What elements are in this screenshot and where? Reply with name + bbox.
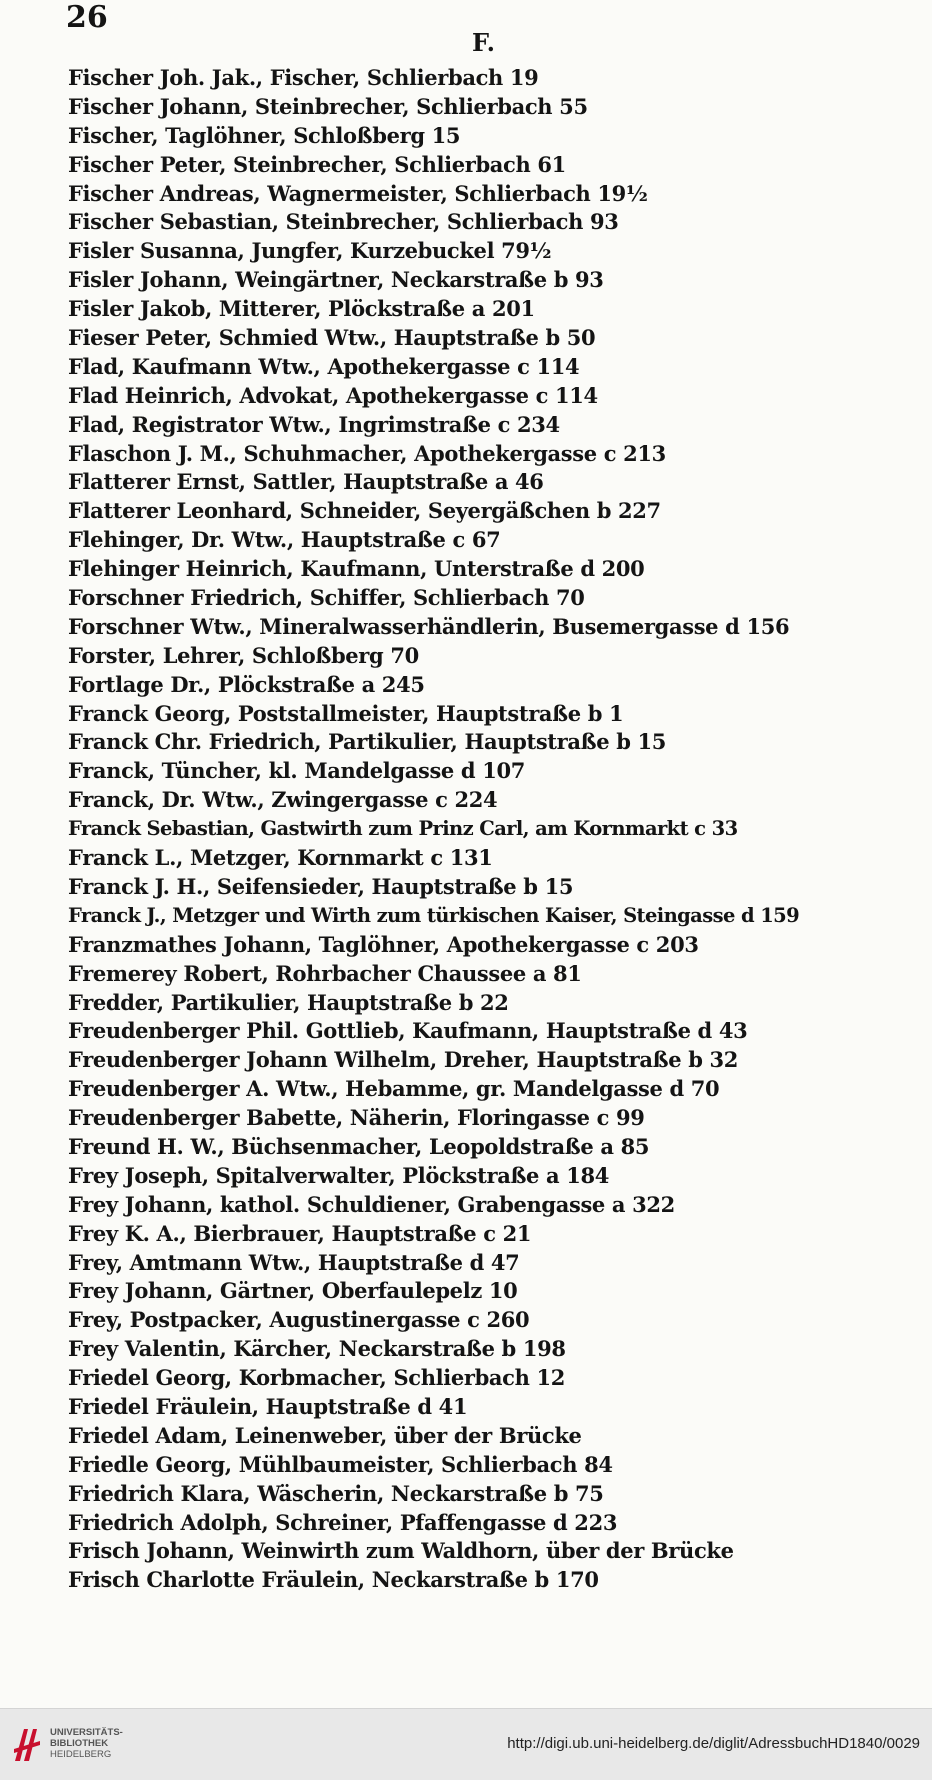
- directory-entry: Fisler Jakob, Mitterer, Plöckstraße a 201: [68, 296, 535, 322]
- directory-entry: Freund H. W., Büchsenmacher, Leopoldstraße a 85: [68, 1133, 650, 1159]
- directory-entry: Fischer Sebastian, Steinbrecher, Schlierbach 93: [68, 209, 619, 235]
- directory-entry: Freudenberger A. Wtw., Hebamme, gr. Mandelgasse d 70: [68, 1076, 720, 1102]
- directory-entry: Flad, Kaufmann Wtw., Apothekergasse c 114: [68, 353, 580, 379]
- directory-entry: Frisch Johann, Weinwirth zum Waldhorn, über der Brücke: [68, 1538, 734, 1564]
- directory-entry: Flehinger, Dr. Wtw., Hauptstraße c 67: [68, 527, 501, 553]
- directory-entry: Friedel Georg, Korbmacher, Schlierbach 12: [68, 1365, 566, 1391]
- directory-entry: Fortlage Dr., Plöckstraße a 245: [68, 671, 425, 697]
- directory-entry: Frey Valentin, Kärcher, Neckarstraße b 198: [68, 1336, 566, 1362]
- directory-entry: Frey Joseph, Spitalverwalter, Plöckstraße a 184: [68, 1162, 610, 1188]
- directory-entry: Forschner Wtw., Mineralwasserhändlerin, Busemergasse d 156: [68, 613, 790, 639]
- directory-entry: Flad Heinrich, Advokat, Apothekergasse c 114: [68, 382, 598, 408]
- directory-entry: Franck Sebastian, Gastwirth zum Prinz Carl, am Kornmarkt c 33: [68, 817, 738, 841]
- directory-entry: Fieser Peter, Schmied Wtw., Hauptstraße b 50: [68, 325, 596, 351]
- directory-entry: Friedel Adam, Leinenweber, über der Brücke: [68, 1422, 582, 1448]
- library-name-line: UNIVERSITÄTS-: [50, 1727, 123, 1738]
- directory-entry: Freudenberger Johann Wilhelm, Dreher, Hauptstraße b 32: [68, 1047, 739, 1073]
- library-name-line: HEIDELBERG: [50, 1749, 112, 1760]
- directory-entry: Friedle Georg, Mühlbaumeister, Schlierbach 84: [68, 1451, 613, 1477]
- directory-entry: Frey K. A., Bierbrauer, Hauptstraße c 21: [68, 1220, 532, 1246]
- directory-entry: Franck Georg, Poststallmeister, Hauptstraße b 1: [68, 700, 624, 726]
- directory-entries: [68, 64, 918, 1595]
- directory-entry: Franck J., Metzger und Wirth zum türkischen Kaiser, Steingasse d 159: [68, 903, 800, 927]
- footer-bar: [0, 1708, 932, 1780]
- directory-entry: Franck, Dr. Wtw., Zwingergasse c 224: [68, 787, 498, 813]
- directory-entry: Flehinger Heinrich, Kaufmann, Unterstraße d 200: [68, 556, 645, 582]
- library-name-line: BIBLIOTHEK: [50, 1738, 109, 1749]
- directory-entry: Fredder, Partikulier, Hauptstraße b 22: [68, 989, 509, 1015]
- directory-entry: Frisch Charlotte Fräulein, Neckarstraße b 170: [68, 1567, 599, 1593]
- directory-entry: Friedel Fräulein, Hauptstraße d 41: [68, 1393, 468, 1419]
- directory-entry: Flad, Registrator Wtw., Ingrimstraße c 234: [68, 411, 560, 437]
- directory-entry: Fisler Johann, Weingärtner, Neckarstraße b 93: [68, 267, 604, 293]
- page-number: 26: [66, 0, 108, 35]
- directory-entry: Flatterer Leonhard, Schneider, Seyergäßchen b 227: [68, 498, 661, 524]
- directory-entry: Franck L., Metzger, Kornmarkt c 131: [68, 845, 493, 871]
- directory-entry: Fischer Peter, Steinbrecher, Schlierbach 61: [68, 151, 566, 177]
- directory-entry: Franck J. H., Seifensieder, Hauptstraße b 15: [68, 873, 574, 899]
- directory-entry: Freudenberger Babette, Näherin, Floringasse c 99: [68, 1105, 645, 1131]
- directory-entry: Freudenberger Phil. Gottlieb, Kaufmann, Hauptstraße d 43: [68, 1018, 748, 1044]
- directory-entry: Fremerey Robert, Rohrbacher Chaussee a 81: [68, 960, 582, 986]
- directory-entry: Fisler Susanna, Jungfer, Kurzebuckel 79½: [68, 238, 552, 264]
- directory-entry: Flatterer Ernst, Sattler, Hauptstraße a 46: [68, 469, 544, 495]
- heidelberg-library-logo-icon: [12, 1725, 42, 1765]
- directory-entry: Frey, Amtmann Wtw., Hauptstraße d 47: [68, 1249, 520, 1275]
- directory-entry: Franck, Tüncher, kl. Mandelgasse d 107: [68, 758, 525, 784]
- directory-entry: Fischer Joh. Jak., Fischer, Schlierbach 19: [68, 65, 539, 90]
- directory-entry: Fischer Johann, Steinbrecher, Schlierbach 55: [68, 93, 588, 119]
- directory-entry: Frey Johann, kathol. Schuldiener, Grabengasse a 322: [68, 1191, 675, 1217]
- directory-entry: Friedrich Klara, Wäscherin, Neckarstraße b 75: [68, 1480, 604, 1506]
- directory-entry: Frey, Postpacker, Augustinergasse c 260: [68, 1307, 530, 1333]
- library-name: [50, 1727, 123, 1760]
- directory-entry: Fischer, Taglöhner, Schloßberg 15: [68, 122, 461, 148]
- directory-entry: Friedrich Adolph, Schreiner, Pfaffengasse d 223: [68, 1509, 618, 1535]
- directory-entry: Franzmathes Johann, Taglöhner, Apothekergasse c 203: [68, 931, 699, 957]
- directory-entry: Franck Chr. Friedrich, Partikulier, Hauptstraße b 15: [68, 729, 667, 755]
- section-heading: F.: [472, 28, 495, 57]
- directory-entry: Forschner Friedrich, Schiffer, Schlierbach 70: [68, 585, 585, 611]
- directory-entry: Frey Johann, Gärtner, Oberfaulepelz 10: [68, 1278, 518, 1304]
- digital-library-url-link[interactable]: http://digi.ub.uni-heidelberg.de/diglit/AdressbuchHD1840/0029: [507, 1735, 920, 1752]
- directory-entry: Flaschon J. M., Schuhmacher, Apothekergasse c 213: [68, 440, 666, 466]
- directory-entry: Fischer Andreas, Wagnermeister, Schlierbach 19½: [68, 180, 648, 206]
- directory-entry: Forster, Lehrer, Schloßberg 70: [68, 642, 419, 668]
